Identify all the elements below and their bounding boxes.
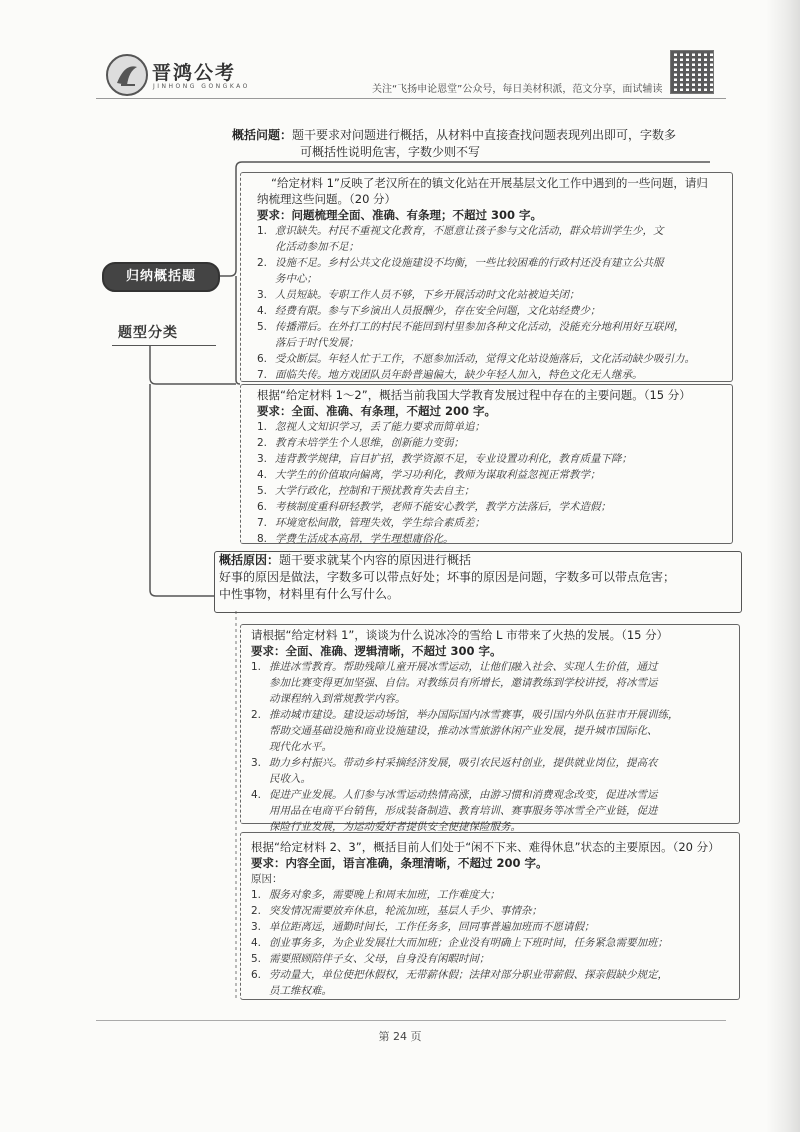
- list-item-number: 7.: [257, 517, 268, 529]
- list-item-number: 4.: [257, 305, 268, 317]
- list-item-text: 单位距离远，通勤时间长，工作任务多，回同事普遍加班而不愿请假；: [269, 921, 595, 933]
- list-item-number: [257, 271, 275, 287]
- list-item-number: 4.: [257, 469, 268, 481]
- list-item: [251, 919, 739, 935]
- list-item-number: 3.: [257, 289, 268, 301]
- list-item: [251, 787, 739, 803]
- list-item-text: 助力乡村振兴。带动乡村采摘经济发展，吸引农民返村创业，提供就业岗位，提高农: [269, 757, 658, 769]
- list-item-number: 5.: [257, 485, 268, 497]
- list-item-number: [257, 335, 275, 351]
- list-item-text: 现代化水平。: [269, 741, 332, 753]
- page-number: 第 24 页: [378, 1030, 422, 1043]
- q3-title-line1: 请根据“给定材料 1”，谈谈为什么说冰冷的雪给 L 市带来了火热的发展。（15 分）: [251, 628, 669, 642]
- list-item: [257, 239, 732, 255]
- q4-answer-list: [251, 887, 739, 999]
- list-item: [251, 935, 739, 951]
- list-item-number: 6.: [251, 969, 262, 981]
- list-item-number: 1.: [251, 661, 262, 673]
- list-item-text: 受众断层。年轻人忙于工作，不愿参加活动，觉得文化站设施落后，文化活动缺少吸引力。: [275, 353, 695, 365]
- list-item-text: 参加比赛变得更加坚强、自信。对教练员有所增长，邀请教练到学校讲授，将冰雪运: [269, 677, 658, 689]
- list-item-number: [251, 723, 269, 739]
- list-item-text: 促进产业发展。人们参与冰雪运动热情高涨，由游习惯和消费观念改变，促进冰雪运: [269, 789, 658, 801]
- list-item: [251, 691, 739, 707]
- list-item: [257, 287, 732, 303]
- list-item-text: 大学行政化，控制和干预扰教育失去自主；: [275, 485, 475, 497]
- list-item: [251, 739, 739, 755]
- list-item-number: 2.: [251, 905, 262, 917]
- list-item: [251, 951, 739, 967]
- list-item-number: 3.: [251, 757, 262, 769]
- list-item-text: 意识缺失。村民不重视文化教育，不愿意让孩子参与文化活动，群众培训学生少，文: [275, 225, 664, 237]
- list-item-text: 面临失传。地方戏团队员年龄普遍偏大，缺少年轻人加入，特色文化无人继承。: [275, 369, 643, 381]
- list-item-number: 4.: [251, 789, 262, 801]
- q2-title-line1: 根据“给定材料 1～2”，概括当前我国大学教育发展过程中存在的主要问题。（15 分）: [257, 388, 691, 402]
- list-item: [257, 271, 732, 287]
- list-item-number: 5.: [257, 321, 268, 333]
- list-item-text: 推进冰雪教育。帮助残障儿童开展冰雪运动，让他们融入社会、实现人生价值，通过: [269, 661, 658, 673]
- list-item-text: 需要照顾陪伴子女、父母，自身没有闲暇时间；: [269, 953, 490, 965]
- list-item-number: 2.: [257, 437, 268, 449]
- list-item-text: 保险行业发展，为运动爱好者提供安全便捷保险服务。: [269, 821, 521, 833]
- header-note: 关注“飞扬申论恩堂”公众号，每日美材积派，范文分享，面试辅读: [372, 84, 663, 95]
- list-item-text: 考核制度重科研轻教学，老师不能安心教学，教学方法落后，学术造假；: [275, 501, 611, 513]
- list-item-number: 1.: [251, 889, 262, 901]
- list-item-text: 人员短缺。专职工作人员不够，下乡开展活动时文化站被迫关闭；: [275, 289, 580, 301]
- list-item: [251, 723, 739, 739]
- list-item-text: 突发情况需要放弃休息，轮流加班，基层人手少、事情杂；: [269, 905, 542, 917]
- list-item: [251, 707, 739, 723]
- list-item-text: 设施不足。乡村公共文化设施建设不均衡，一些比较困难的行政村还没有建立公共服: [275, 257, 664, 269]
- list-item: [257, 419, 732, 435]
- type-label-underline: [112, 345, 216, 346]
- q2-requirement: 要求：全面、准确、有条理，不超过 200 字。: [257, 404, 497, 418]
- list-item: [257, 335, 732, 351]
- list-item-text: 环境宽松间散，管理失效，学生综合素质差；: [275, 517, 485, 529]
- list-item: [257, 515, 732, 531]
- list-item-number: [251, 803, 269, 819]
- footer-divider: [96, 1020, 726, 1021]
- q1-answer-list: [257, 223, 732, 383]
- list-item: [257, 255, 732, 271]
- reasons-line3: 中性事物，材料里有什么写什么。: [219, 587, 400, 601]
- list-item-number: 6.: [257, 501, 268, 513]
- list-item-number: [251, 771, 269, 787]
- list-item-number: 1.: [257, 421, 268, 433]
- q1-title-line2: 纳梳理这些问题。（20 分）: [257, 192, 397, 206]
- list-item-text: 务中心；: [275, 273, 317, 285]
- list-item-text: 化活动参加不足；: [275, 241, 359, 253]
- list-item-text: 教育未培学生个人思维，创新能力变弱；: [275, 437, 464, 449]
- list-item-number: 3.: [251, 921, 262, 933]
- question-box-1: [240, 172, 733, 382]
- list-item: [257, 303, 732, 319]
- list-item-text: 推动城市建设。建设运动场馆，举办国际国内冰雪赛事，吸引国内外队伍驻市开展训练，: [269, 709, 679, 721]
- intro-label: 概括问题：: [232, 128, 293, 142]
- q1-title-line1: “给定材料 1”反映了老汉所在的镇文化站在开展基层文化工作中遇到的一些问题，请归: [271, 176, 708, 190]
- list-item: [257, 483, 732, 499]
- q3-requirement: 要求：全面、准确、逻辑清晰，不超过 300 字。: [251, 644, 502, 658]
- list-item-text: 经费有限。参与下乡演出人员报酬少，存在安全问题，文化站经费少；: [275, 305, 601, 317]
- list-item-text: 服务对象多，需要晚上和周末加班，工作难度大；: [269, 889, 500, 901]
- logo-text: 晋鸿公考: [152, 62, 237, 84]
- q4-sub-label: 原因：: [251, 873, 283, 885]
- list-item-text: 违背教学规律，盲目扩招，教学资源不足，专业设置功利化，教育质量下降；: [275, 453, 632, 465]
- question-type-label: 题型分类: [118, 325, 178, 341]
- reasons-line2: 好事的原因是做法，字数多可以带点好处；坏事的原因是问题，字数多可以带点危害；: [219, 570, 676, 584]
- list-item: [251, 675, 739, 691]
- list-item-text: 员工维权难。: [269, 985, 332, 997]
- q3-answer-list: [251, 659, 739, 835]
- list-item: [257, 499, 732, 515]
- logo-subtext: JINHONG GONGKAO: [153, 83, 250, 90]
- list-item-text: 劳动量大，单位使把休假权，无带薪休假；法律对部分职业带薪假、探亲假缺少规定，: [269, 969, 668, 981]
- list-item: [251, 887, 739, 903]
- list-item-number: [251, 739, 269, 755]
- list-item: [251, 967, 739, 983]
- list-item: [257, 435, 732, 451]
- list-item-number: 1.: [257, 225, 268, 237]
- list-item-text: 动课程纳入到常规教学内容。: [269, 693, 406, 705]
- list-item-text: 落后于时代发展；: [275, 337, 359, 349]
- list-item: [251, 659, 739, 675]
- list-item-number: 7.: [257, 369, 268, 381]
- list-item-number: [251, 691, 269, 707]
- list-item-number: 2.: [257, 257, 268, 269]
- list-item: [257, 451, 732, 467]
- list-item-text: 大学生的价值取向偏离，学习功利化，教师为谋取利益忽视正常教学；: [275, 469, 601, 481]
- list-item-number: 8.: [257, 533, 268, 545]
- list-item: [251, 771, 739, 787]
- list-item-number: [251, 983, 269, 999]
- list-item: [257, 467, 732, 483]
- reasons-box: [214, 551, 742, 613]
- list-item-text: 创业事务多，为企业发展壮大而加班；企业没有明确上下班时间，任务紧急需要加班；: [269, 937, 668, 949]
- reasons-label: 概括原因：: [219, 553, 280, 567]
- list-item-number: 4.: [251, 937, 262, 949]
- reasons-line1: 题干要求就某个内容的原因进行概括: [279, 553, 472, 567]
- list-item-text: 传播滞后。在外打工的村民不能回到村里参加各种文化活动，没能充分地利用好互联网，: [275, 321, 685, 333]
- list-item-text: 帮助交通基础设施和商业设施建设，推动冰雪旅游休闲产业发展，提升城市国际化、: [269, 725, 658, 737]
- list-item-number: 3.: [257, 453, 268, 465]
- list-item-number: 5.: [251, 953, 262, 965]
- list-item-number: 2.: [251, 709, 262, 721]
- list-item: [251, 755, 739, 771]
- list-item: [257, 367, 732, 383]
- list-item: [257, 351, 732, 367]
- q4-title-line1: 根据“给定材料 2、3”，概括目前人们处于“闲不下来、难得休息”状态的主要原因。（20 分）: [251, 840, 720, 854]
- list-item: [257, 531, 732, 547]
- q2-answer-list: [257, 419, 732, 547]
- q4-requirement: 要求：内容全面，语言准确，条理清晰，不超过 200 字。: [251, 856, 548, 870]
- intro-line1: 题干要求对问题进行概括，从材料中直接查找问题表现列出即可，字数多: [292, 128, 677, 142]
- list-item-number: [257, 239, 275, 255]
- list-item: [257, 223, 732, 239]
- mindmap-main-label: 归纳概括题: [102, 262, 220, 292]
- intro-line2: 可概括性说明危害，字数少则不写: [300, 145, 481, 159]
- question-box-2: [240, 384, 733, 544]
- question-box-4: [240, 832, 740, 1000]
- q1-requirement: 要求：问题梳理全面、准确、有条理；不超过 300 字。: [257, 208, 543, 222]
- list-item: [257, 319, 732, 335]
- list-item-number: [251, 675, 269, 691]
- list-item: [251, 803, 739, 819]
- list-item-text: 学费生活成本高昂，学生理想庸俗化。: [275, 533, 454, 545]
- list-item-text: 民收入。: [269, 773, 311, 785]
- list-item: [251, 983, 739, 999]
- list-item-text: 用用品在电商平台销售，形成装备制造、教育培训、赛事服务等冰雪全产业链，促进: [269, 805, 658, 817]
- list-item-text: 忽视人文知识学习，丢了能力要求而简单追；: [275, 421, 485, 433]
- question-box-3: [240, 624, 740, 833]
- list-item: [251, 903, 739, 919]
- list-item-number: 6.: [257, 353, 268, 365]
